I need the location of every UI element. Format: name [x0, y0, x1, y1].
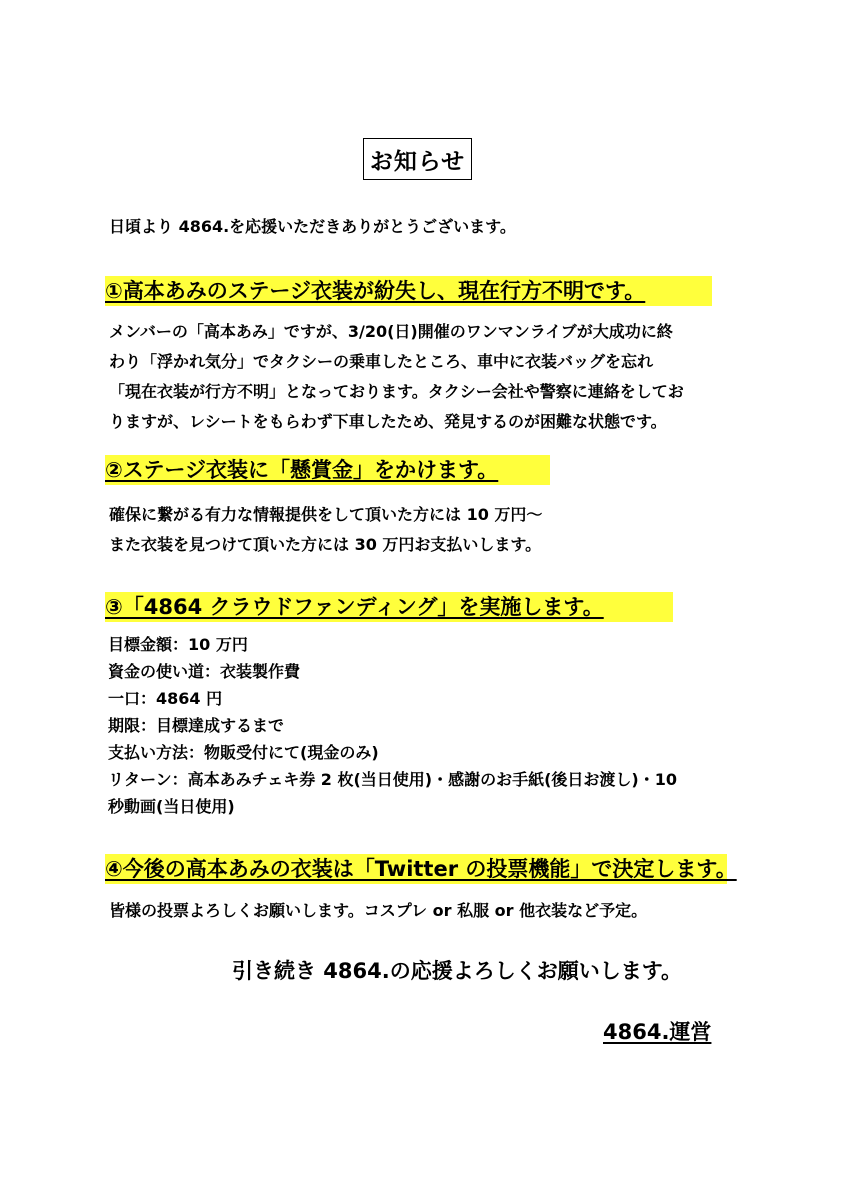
detail-usage: 資金の使い道：衣装製作費: [108, 662, 301, 681]
section-2-line: また衣装を見つけて頂いた方には 30 万円お支払いします。: [109, 535, 542, 554]
detail-return: リターン：高本あみチェキ券 2 枚(当日使用)・感謝のお手紙(後日お渡し)・10: [108, 770, 677, 789]
section-1-body: [109, 317, 684, 437]
section-2-heading: ②ステージ衣装に「懸賞金」をかけます。: [105, 458, 499, 482]
detail-payment-method: 支払い方法：物販受付にて(現金のみ): [108, 743, 379, 762]
section-4-body: [109, 896, 647, 926]
section-1-line: 「現在衣装が行方不明」となっております。タクシー会社や警察に連絡をしてお: [109, 382, 684, 401]
section-1-line: わり「浮かれ気分」でタクシーの乗車したところ、車中に衣装バッグを忘れ: [109, 352, 654, 371]
section-1-line: りますが、レシートをもらわず下車したため、発見するのが困難な状態です。: [109, 412, 667, 431]
detail-goal: 目標金額：10 万円: [108, 635, 248, 654]
section-2-body: [109, 500, 542, 560]
section-1-heading: ①高本あみのステージ衣装が紛失し、現在行方不明です。: [105, 279, 646, 303]
signature: 4864.運営: [603, 1020, 712, 1044]
notice-title: お知らせ: [363, 138, 472, 180]
section-4-line: 皆様の投票よろしくお願いします。コスプレ or 私服 or 他衣装など予定。: [109, 901, 648, 920]
section-1-line: メンバーの「高本あみ」ですが、3/20(日)開催のワンマンライブが大成功に終: [109, 322, 673, 341]
detail-deadline: 期限：目標達成するまで: [108, 716, 285, 735]
crowdfunding-details: [108, 631, 677, 820]
closing-message: 引き続き 4864.の応援よろしくお願いします。: [232, 959, 683, 983]
detail-return-continued: 秒動画(当日使用): [108, 797, 235, 816]
section-3-heading: ③「4864 クラウドファンディング」を実施します。: [105, 595, 604, 619]
intro-text: 日頃より 4864.を応援いただきありがとうございます。: [109, 217, 516, 236]
detail-unit-price: 一口：4864 円: [108, 689, 223, 708]
section-2-line: 確保に繋がる有力な情報提供をして頂いた方には 10 万円〜: [109, 505, 543, 524]
section-4-heading: ④今後の高本あみの衣装は「Twitter の投票機能」で決定します。: [105, 857, 737, 881]
